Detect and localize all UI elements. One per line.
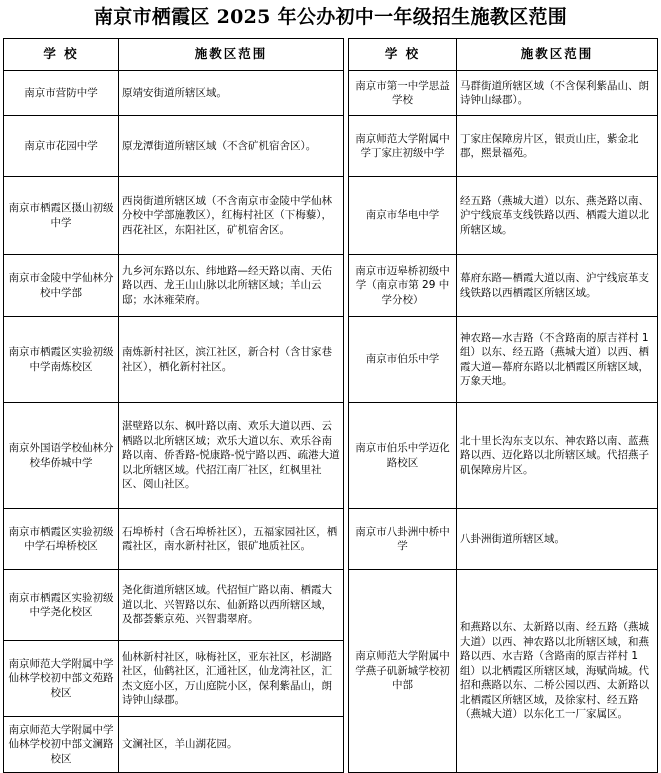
area-description: 西岗街道所辖区域（不含南京市金陵中学仙林分校中学部施教区），红梅村社区（下梅藜），西花社区，东阳社区，矿机宿舍区。 — [119, 177, 344, 255]
school-name: 南京市栖霞区摄山初级中学 — [4, 177, 119, 255]
school-name: 南京师范大学附属中学仙林学校初中部文苑路校区 — [4, 641, 119, 717]
right-table — [348, 38, 658, 773]
school-name: 南京市栖霞区实验初级中学石埠桥校区 — [4, 509, 119, 570]
table-header-row — [4, 39, 344, 71]
school-name: 南京市第一中学思益学校 — [349, 71, 457, 116]
area-description: 原龙潭街道所辖区域（不含矿机宿舍区）。 — [119, 116, 344, 177]
table-row — [4, 717, 344, 773]
area-description: 石埠桥村（含石埠桥社区），五福家园社区，栖霞社区，南水新村社区，银矿地质社区。 — [119, 509, 344, 570]
area-description: 湛壁路以东、枫叶路以南、欢乐大道以西、云栖路以北所辖区域；欢乐大道以东、欢乐谷南路以南、侨香路-悦康路-悦宁路以西、疏港大道以北所辖区域。代招江南厂社区，红枫里社区、阅山社区。 — [119, 403, 344, 509]
table-row — [4, 641, 344, 717]
table-row — [4, 116, 344, 177]
table-row — [4, 317, 344, 403]
school-name: 南京师范大学附属中学丁家庄初级中学 — [349, 116, 457, 177]
area-description: 原靖安街道所辖区域。 — [119, 71, 344, 116]
school-name: 南京市花园中学 — [4, 116, 119, 177]
area-description: 丁家庄保障房片区，银贡山庄，紫金北郡，熙景福苑。 — [457, 116, 658, 177]
school-name: 南京师范大学附属中学燕子矶新城学校初中部 — [349, 570, 457, 773]
table-row — [349, 71, 658, 116]
table-row — [4, 71, 344, 116]
area-description: 仙林新村社区，咏梅社区，亚东社区，杉湖路社区，仙鹤社区，汇通社区，仙龙湾社区，汇杰文庭小区，万山庭院小区，保利紫晶山，朗诗钟山绿郡。 — [119, 641, 344, 717]
school-name: 南京师范大学附属中学仙林学校初中部文澜路校区 — [4, 717, 119, 773]
school-name: 南京市营防中学 — [4, 71, 119, 116]
school-name: 南京市伯乐中学 — [349, 317, 457, 403]
table-row — [349, 403, 658, 509]
header-area: 施教区范围 — [457, 39, 658, 71]
area-description: 文澜社区，羊山湖花园。 — [119, 717, 344, 773]
table-row — [4, 403, 344, 509]
area-description: 南炼新村社区，滨江社区，新合村（含甘家巷社区），栖化新村社区。 — [119, 317, 344, 403]
area-description: 和燕路以东、太新路以南、经五路（燕城大道）以西、神农路以北所辖区域，和燕路以西、水吉路（含路南的原吉祥村 1 组）以北栖霞区所辖区域，海赋尚城。代招和燕路以东、二桥公园以西、太新路以北栖霞区所辖区域，及徐家村、经五路（燕城大道）以东化工一厂家属区。 — [457, 570, 658, 773]
left-table — [3, 38, 344, 773]
school-name: 南京市八卦洲中桥中学 — [349, 509, 457, 570]
school-name: 南京市迈皋桥初级中学（南京市第 29 中学分校） — [349, 255, 457, 317]
school-name: 南京市栖霞区实验初级中学尧化校区 — [4, 570, 119, 641]
area-description: 幕府东路—栖霞大道以南、沪宁线宸革支线铁路以西栖霞区所辖区域。 — [457, 255, 658, 317]
table-row — [349, 509, 658, 570]
header-area: 施教区范围 — [119, 39, 344, 71]
table-header-row — [349, 39, 658, 71]
table-row — [349, 570, 658, 773]
table-row — [4, 255, 344, 317]
table-row — [4, 570, 344, 641]
table-row — [4, 177, 344, 255]
header-school: 学 校 — [4, 39, 119, 71]
table-row — [349, 177, 658, 255]
area-description: 尧化街道所辖区域。代招恒广路以南、栖霞大道以北、兴智路以东、仙新路以西所辖区域，及都荟紫京苑、兴智翡翠府。 — [119, 570, 344, 641]
table-row — [349, 317, 658, 403]
school-name: 南京市华电中学 — [349, 177, 457, 255]
area-description: 北十里长沟东支以东、神农路以南、蓝燕路以西、迈化路以北所辖区域。代招燕子矶保障房片区。 — [457, 403, 658, 509]
table-row — [349, 116, 658, 177]
area-description: 马群街道所辖区域（不含保利紫晶山、朗诗钟山绿郡）。 — [457, 71, 658, 116]
page-title: 南京市栖霞区 2025 年公办初中一年级招生施教区范围 — [93, 6, 568, 28]
school-name: 南京市栖霞区实验初级中学南炼校区 — [4, 317, 119, 403]
school-name: 南京外国语学校仙林分校华侨城中学 — [4, 403, 119, 509]
area-description: 神农路—水吉路（不含路南的原吉祥村 1 组）以东、经五路（燕城大道）以西、栖霞大道—幕府东路以北栖霞区所辖区域，万象天地。 — [457, 317, 658, 403]
area-description: 九乡河东路以东、纬地路—经天路以南、天佑路以西、龙王山山脉以北所辖区域；羊山云邸；水沐雍荣府。 — [119, 255, 344, 317]
school-name: 南京市伯乐中学迈化路校区 — [349, 403, 457, 509]
area-description: 八卦洲街道所辖区域。 — [457, 509, 658, 570]
table-row — [4, 509, 344, 570]
header-school: 学 校 — [349, 39, 457, 71]
table-row — [349, 255, 658, 317]
school-name: 南京市金陵中学仙林分校中学部 — [4, 255, 119, 317]
area-description: 经五路（燕城大道）以东、燕尧路以南、沪宁线宸革支线铁路以西、栖霞大道以北所辖区域。 — [457, 177, 658, 255]
